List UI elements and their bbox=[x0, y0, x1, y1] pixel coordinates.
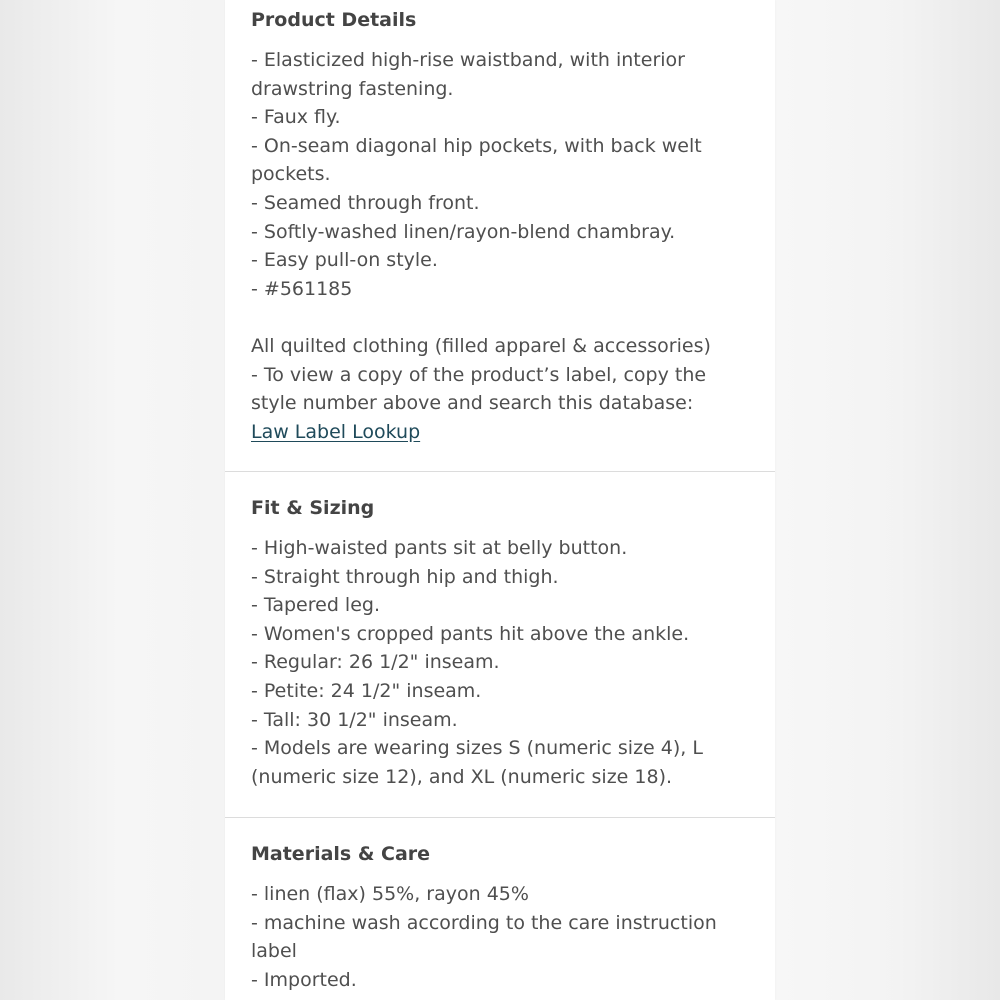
material-line: - linen (flax) 55%, rayon 45% bbox=[251, 883, 529, 905]
materials-care-title: Materials & Care bbox=[251, 843, 431, 865]
materials-care-section bbox=[225, 842, 775, 994]
fit-line: - Straight through hip and thigh. bbox=[251, 565, 559, 588]
law-label-lookup-link[interactable]: Law Label Lookup bbox=[251, 420, 421, 443]
material-line: - Imported. bbox=[251, 968, 357, 991]
quilted-line: style number above and search this database: bbox=[251, 392, 694, 415]
detail-line: - Seamed through front. bbox=[251, 191, 480, 214]
detail-line: - Elasticized high-rise waistband, with interior bbox=[251, 49, 685, 71]
detail-line: - Faux fly. bbox=[251, 106, 341, 129]
product-details-title: Product Details bbox=[251, 9, 417, 31]
detail-line: pockets. bbox=[251, 163, 331, 186]
product-info-panel bbox=[225, 0, 775, 1000]
detail-line: - Softly-washed linen/rayon-blend chambray. bbox=[251, 220, 676, 243]
materials-care-list bbox=[251, 880, 749, 994]
fit-line: - Women's cropped pants hit above the ankle. bbox=[251, 622, 690, 645]
quilted-line: - To view a copy of the product’s label, copy the bbox=[251, 363, 707, 386]
fit-line: (numeric size 12), and XL (numeric size 18). bbox=[251, 765, 673, 788]
section-divider bbox=[225, 471, 775, 472]
fit-line: - Petite: 24 1/2" inseam. bbox=[251, 679, 482, 702]
section-divider bbox=[225, 817, 775, 818]
fit-line: - Regular: 26 1/2" inseam. bbox=[251, 651, 500, 674]
style-number: - #561185 bbox=[251, 277, 353, 300]
fit-line: - High-waisted pants sit at belly button. bbox=[251, 537, 628, 559]
paragraph-spacer bbox=[251, 303, 749, 332]
product-details-section bbox=[225, 8, 775, 446]
fit-sizing-title: Fit & Sizing bbox=[251, 497, 375, 519]
detail-line: drawstring fastening. bbox=[251, 77, 454, 100]
detail-line: - Easy pull-on style. bbox=[251, 249, 438, 272]
fit-sizing-section bbox=[225, 496, 775, 791]
fit-line: - Models are wearing sizes S (numeric size 4), L bbox=[251, 737, 703, 760]
material-line: label bbox=[251, 940, 297, 963]
fit-line: - Tall: 30 1/2" inseam. bbox=[251, 708, 458, 731]
quilted-line: All quilted clothing (filled apparel & accessories) bbox=[251, 334, 711, 357]
detail-line: - On-seam diagonal hip pockets, with back welt bbox=[251, 134, 702, 157]
fit-sizing-list bbox=[251, 534, 749, 791]
product-details-list bbox=[251, 46, 749, 446]
fit-line: - Tapered leg. bbox=[251, 594, 381, 617]
material-line: - machine wash according to the care instruction bbox=[251, 911, 717, 934]
